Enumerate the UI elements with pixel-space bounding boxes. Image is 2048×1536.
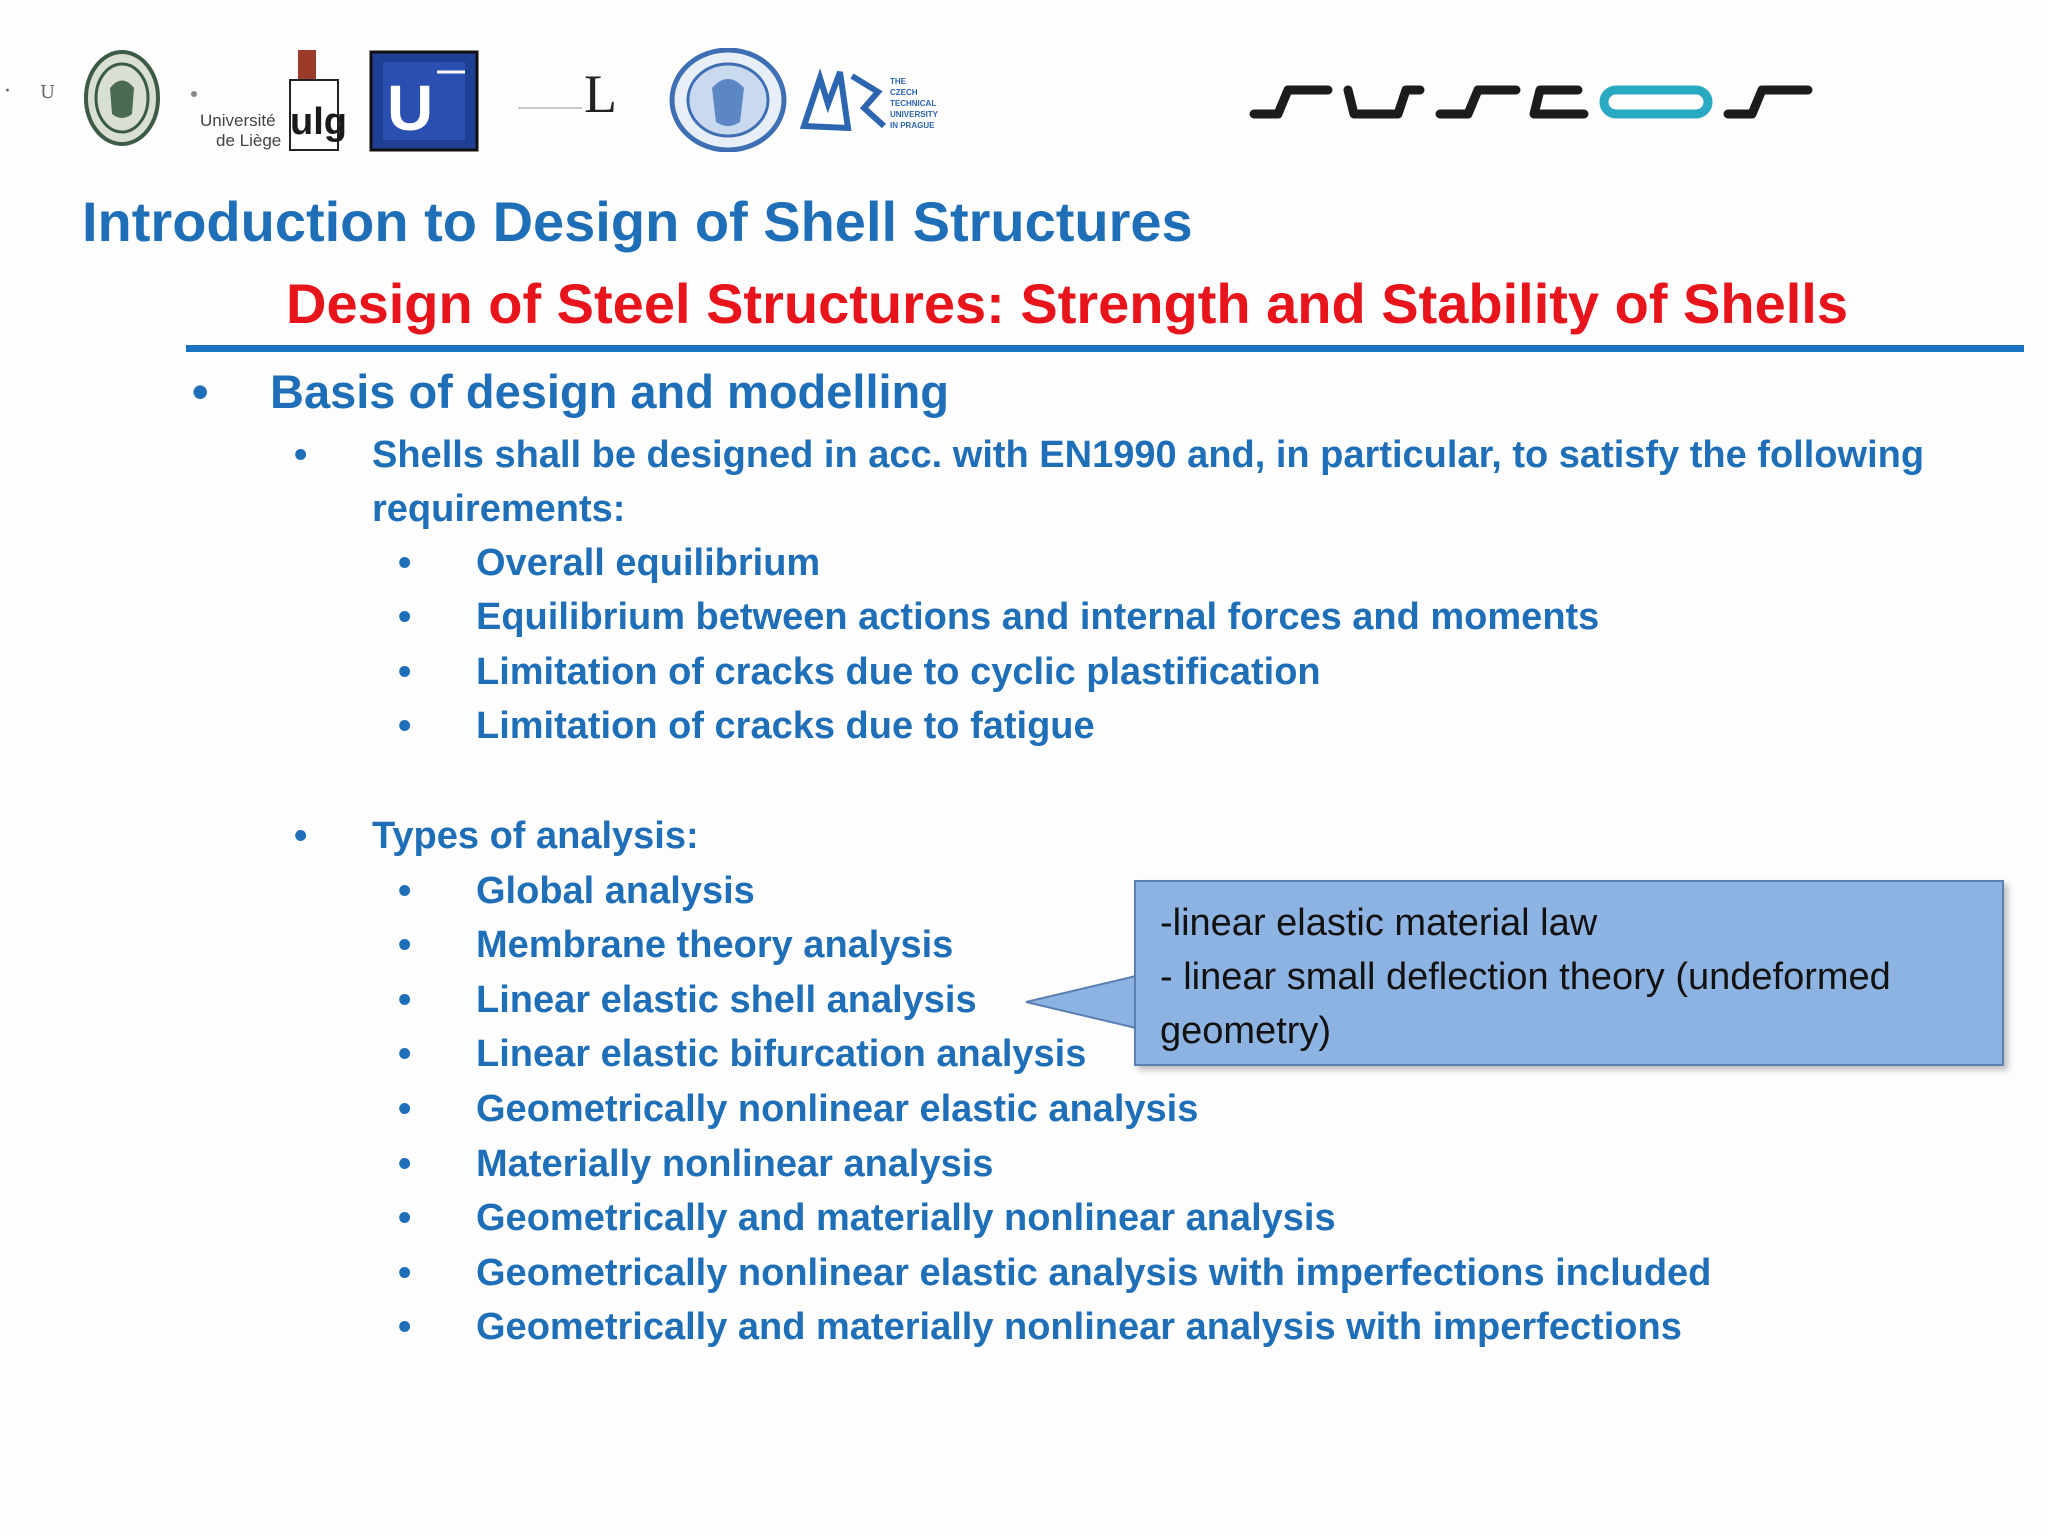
bullet-icon: • bbox=[192, 365, 209, 418]
requirements-intro-continued: requirements: bbox=[372, 488, 626, 530]
requirement-item: Limitation of cracks due to cyclic plastification bbox=[476, 651, 1321, 693]
analysis-item: Geometrically nonlinear elastic analysis bbox=[476, 1088, 1199, 1130]
analysis-item: Materially nonlinear analysis bbox=[476, 1143, 994, 1185]
section-heading: Basis of design and modelling bbox=[270, 365, 949, 418]
analysis-item: Global analysis bbox=[476, 870, 755, 912]
bullet-icon: • bbox=[398, 1088, 412, 1130]
bullet-icon: • bbox=[398, 542, 412, 584]
bullet-icon: • bbox=[398, 596, 412, 638]
bullet-icon: • bbox=[398, 1143, 412, 1185]
analysis-item: Geometrically and materially nonlinear analysis bbox=[476, 1197, 1336, 1239]
analysis-item: Linear elastic shell analysis bbox=[476, 979, 977, 1021]
bullet-icon: • bbox=[398, 924, 412, 966]
slide-subtitle: Design of Steel Structures: Strength and Stability of Shells bbox=[286, 272, 1849, 335]
callout-line: -linear elastic material law bbox=[1160, 902, 1598, 944]
requirements-intro: Shells shall be designed in acc. with EN1990 and, in particular, to satisfy the following bbox=[372, 434, 1925, 476]
analysis-item: Geometrically nonlinear elastic analysis with imperfections included bbox=[476, 1252, 1712, 1294]
bullet-icon: • bbox=[398, 1306, 412, 1348]
analysis-item: Membrane theory analysis bbox=[476, 924, 954, 966]
analysis-item: Geometrically and materially nonlinear analysis with imperfections bbox=[476, 1306, 1682, 1348]
svg-text:ulg: ulg bbox=[290, 101, 347, 143]
svg-text:Université: Université bbox=[200, 111, 276, 130]
bullet-icon: • bbox=[398, 979, 412, 1021]
requirement-item: Limitation of cracks due to fatigue bbox=[476, 705, 1095, 747]
bullet-icon: • bbox=[398, 651, 412, 693]
bullet-icon: • bbox=[398, 1197, 412, 1239]
callout-line: geometry) bbox=[1160, 1010, 1332, 1052]
bullet-icon: • bbox=[398, 1252, 412, 1294]
bullet-icon: • bbox=[398, 705, 412, 747]
callout-box bbox=[1134, 880, 2004, 1066]
requirement-item: Overall equilibrium bbox=[476, 542, 821, 584]
slide-title: Introduction to Design of Shell Structures bbox=[82, 190, 1193, 253]
svg-text:L: L bbox=[584, 64, 617, 124]
svg-text:U: U bbox=[40, 82, 56, 103]
svg-text:·: · bbox=[4, 79, 11, 104]
bullet-icon: • bbox=[398, 1033, 412, 1075]
requirement-item: Equilibrium between actions and internal forces and moments bbox=[476, 596, 1600, 638]
svg-text:U: U bbox=[387, 72, 434, 144]
svg-text:CZECH: CZECH bbox=[890, 88, 918, 97]
bullet-icon: • bbox=[294, 815, 308, 857]
svg-text:UNIVERSITY: UNIVERSITY bbox=[890, 110, 939, 119]
callout-pointer-arrow bbox=[1020, 972, 1150, 1032]
analysis-item: Linear elastic bifurcation analysis bbox=[476, 1033, 1087, 1075]
bullet-icon: • bbox=[398, 870, 412, 912]
analysis-heading: Types of analysis: bbox=[372, 815, 699, 857]
bullet-icon: • bbox=[294, 434, 308, 476]
callout-line: - linear small deflection theory (undeformed bbox=[1160, 956, 1891, 998]
svg-text:TECHNICAL: TECHNICAL bbox=[890, 99, 937, 108]
svg-text:de Liège: de Liège bbox=[216, 131, 282, 150]
svg-text:IN PRAGUE: IN PRAGUE bbox=[890, 121, 935, 130]
svg-text:THE: THE bbox=[890, 77, 906, 86]
